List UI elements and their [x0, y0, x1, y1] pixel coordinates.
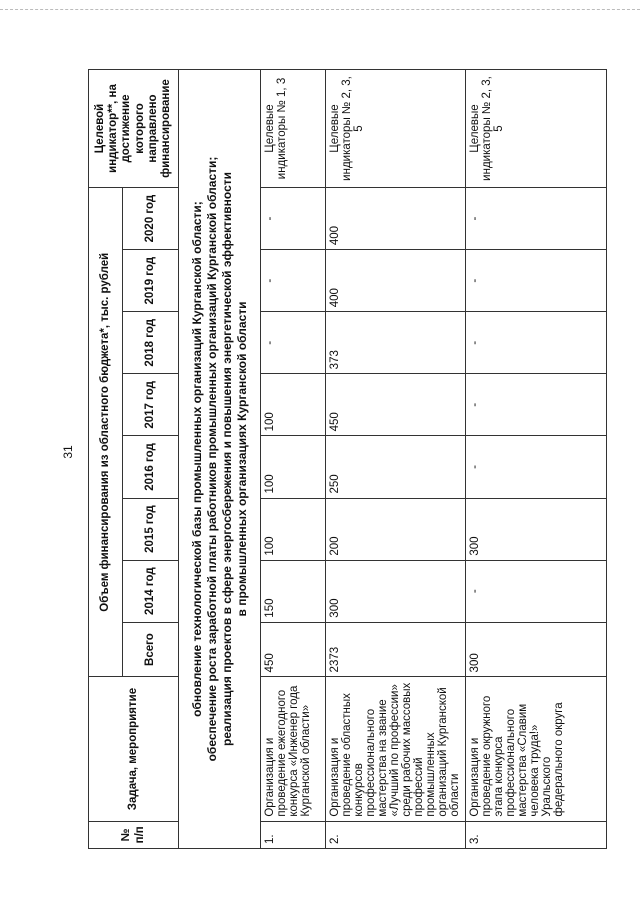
funding-table [88, 69, 607, 849]
row-value: 100 [261, 498, 326, 560]
header-year: 2015 год [123, 498, 179, 560]
header-num: № п/п [89, 821, 179, 848]
row-value: 450 [326, 374, 466, 436]
task-line: реализация проектов в сфере энергосбережения и повышения энергетической эффективности [219, 171, 234, 747]
row-value: 300 [466, 498, 607, 560]
header-year: 2016 год [123, 436, 179, 498]
rotated-table-wrapper [88, 69, 606, 849]
row-total: 450 [261, 622, 326, 677]
row-value: 100 [261, 436, 326, 498]
row-value: - [261, 187, 326, 249]
row-value: 150 [261, 560, 326, 622]
task-line: в промышленных организациях Курганской области [234, 301, 249, 617]
row-value: 400 [326, 187, 466, 249]
task-line: обновление технологической базы промышленных организаций Курганской области; [189, 201, 204, 717]
task-line: обеспечение роста заработной платы работников промышленных организаций Курганской области; [204, 156, 219, 762]
row-value: 200 [326, 498, 466, 560]
row-value: - [466, 374, 607, 436]
page-number: 31 [61, 445, 75, 459]
row-value: - [261, 250, 326, 312]
header-funding: Объем финансирования из областного бюджета*, тыс. рублей [89, 187, 123, 676]
row-value: - [466, 560, 607, 622]
row-value: - [466, 250, 607, 312]
header-task: Задача, мероприятие [89, 677, 179, 821]
row-value: 100 [261, 374, 326, 436]
row-total: 2373 [326, 622, 466, 677]
table-row [326, 70, 466, 849]
row-value: 300 [326, 560, 466, 622]
row-total: 300 [466, 622, 607, 677]
page-top-edge [0, 9, 640, 10]
row-value: 250 [326, 436, 466, 498]
row-indicator: Целевые индикаторы № 1, 3 [261, 70, 326, 188]
task-description [179, 70, 261, 849]
row-value: - [466, 187, 607, 249]
header-total: Всего [123, 622, 179, 677]
row-num: 1. [261, 821, 326, 848]
row-value: - [466, 312, 607, 374]
row-value: - [261, 312, 326, 374]
row-value: 373 [326, 312, 466, 374]
row-value: - [466, 436, 607, 498]
row-indicator: Целевые индикаторы № 2, 3, 5 [466, 70, 607, 188]
header-year: 2020 год [123, 187, 179, 249]
header-year: 2014 год [123, 560, 179, 622]
header-year: 2019 год [123, 250, 179, 312]
table-row [261, 70, 326, 849]
header-year: 2018 год [123, 312, 179, 374]
table-row [466, 70, 607, 849]
row-num: 2. [326, 821, 466, 848]
row-name: Организация и проведение областных конкурсов профессионального мастерства на звание «Лучший по профессии» среди рабочих массовых профессий промышленных организаций Курганской области [326, 677, 466, 821]
header-indicator: Целевой индикатор**, на достижение которого направлено финансирование [89, 70, 179, 188]
header-year: 2017 год [123, 374, 179, 436]
row-value: 400 [326, 250, 466, 312]
row-num: 3. [466, 821, 607, 848]
row-indicator: Целевые индикаторы № 2, 3, 5 [326, 70, 466, 188]
row-name: Организация и проведение ежегодного конкурса «Инженер года Курганской области» [261, 677, 326, 821]
row-name: Организация и проведение окружного этапа конкурса профессионального мастерства «Славим человека труда!» Уральского федерального округа [466, 677, 607, 821]
